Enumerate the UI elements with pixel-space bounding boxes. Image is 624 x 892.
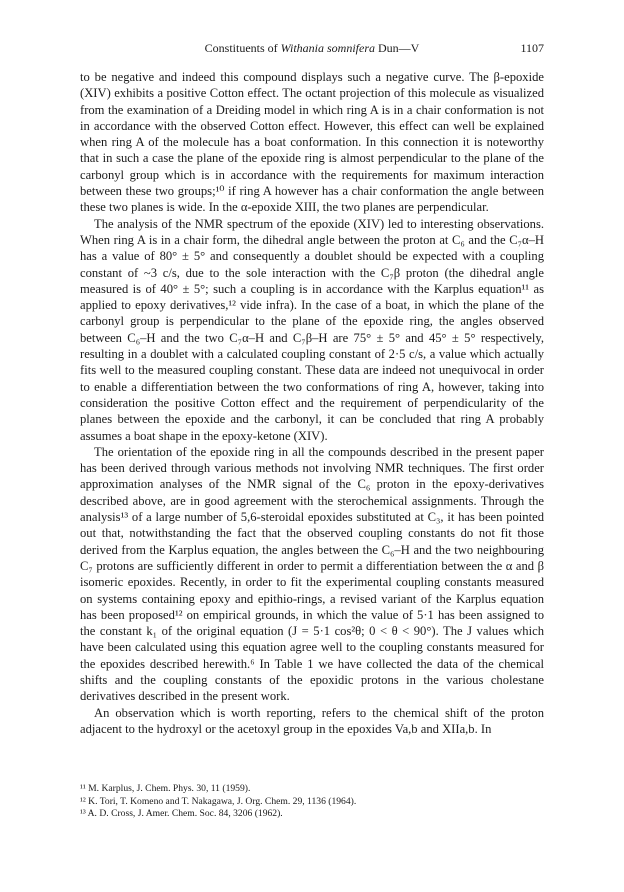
footnote: ¹³ A. D. Cross, J. Amer. Chem. Soc. 84, 3206 (1962). — [80, 808, 283, 820]
footnotes — [80, 783, 544, 821]
paragraph: An observation which is worth reporting, refers to the chemical shift of the proton adjacent to the hydroxyl or the acetoxyl group in the epoxides Va,b and XIIa,b. In — [80, 705, 544, 736]
paragraph: The analysis of the NMR spectrum of the epoxide (XIV) led to interesting observations. When ring A is in a chair form, the dihedral angle between the proton at C₆ and the C₇α–H has a value of 80° ± 5° and consequently a doublet should be expected with a coupling constant of ~3 c/s, due to the sole interaction with the C₇β proton (the dihedral angle measured is of 40° ± 5°; such a coupling is in accordance with the Karplus equation¹¹ as applied to epoxy derivatives,¹² vide infra). In the case of a boat, in which the plane of the carbonyl group is perpendicular to the plane of the epoxide ring, the angles observed between C₆–H and the two C₇α–H and C₇β–H are 75° ± 5° and 45° ± 5° respectively, resulting in a doublet with a calculated coupling constant of 2·5 c/s, a value which actually fits well to the measured coupling constant. These data are indeed not unequivocal in order to enable a differentiation between the two conformations of ring A, however, taking into consideration the positive Cotton effect and the requirement of perpendicularity of the planes between the epoxide and the carbonyl, it can be concluded that ring A probably assumes a boat shape in the epoxy-ketone (XIV). — [80, 216, 544, 443]
body-text — [80, 69, 544, 737]
paragraph: The orientation of the epoxide ring in all the compounds described in the present paper has been derived through various methods not involving NMR techniques. The first order approximation analyses of the NMR signal of the C₆ proton in the epoxy-derivatives described above, are in good agreement with the sterochemical assignments. Through the analysis¹³ of a large number of 5,6-steroidal epoxides substituted at C₃, it has been pointed out that, notwithstanding the fact that the observed coupling constants do not fit those derived from the Karplus equation, the angles between the C₆–H and the two neighbouring C₇ protons are sufficiently different in order to permit a differentiation between the α and β isomeric epoxides. Recently, in order to fit the experimental coupling constants measured on systems containing epoxy and epithio-rings, a revised variant of the Karplus equation has been proposed¹² on empirical grounds, in which the value of 5·1 has been assigned to the constant k₁ of the original equation (J = 5·1 cos²θ; 0 < θ < 90°). The J values which have been calculated using this equation agree well to the coupling constants measured for the epoxides described herewith.⁶ In Table 1 we have collected the data of the chemical shifts and the coupling constants of the epoxidic protons in the various cholestane derivatives described in the present work. — [80, 444, 544, 704]
page-number: 1107 — [520, 41, 544, 55]
running-header — [80, 40, 544, 56]
running-title: Constituents of Withania somnifera Dun—V — [204, 41, 420, 55]
footnote: ¹¹ M. Karplus, J. Chem. Phys. 30, 11 (1959). — [80, 783, 251, 794]
footnote: ¹² K. Tori, T. Komeno and T. Nakagawa, J. Org. Chem. 29, 1136 (1964). — [80, 795, 357, 807]
running-title-italic: Withania somnifera — [280, 41, 375, 55]
paragraph: to be negative and indeed this compound displays such a negative curve. The β-epoxide (XIV) exhibits a positive Cotton effect. The octant projection of this molecule as visualized from the examination of a Dreiding model in which ring A is in a chair conformation is not in accordance with the observed Cotton effect. However, this effect can well be explained when ring A of the molecule has a boat conformation. In this connection it is noteworthy that in such a case the plane of the epoxide ring is almost perpendicular to the plane of the carbonyl group which is in accordance with the requirements for maximum interaction between these two groups;¹⁰ if ring A however has a chair conformation the angle between these two planes is wide. In the α-epoxide XIII, the two planes are perpendicular. — [80, 70, 544, 215]
